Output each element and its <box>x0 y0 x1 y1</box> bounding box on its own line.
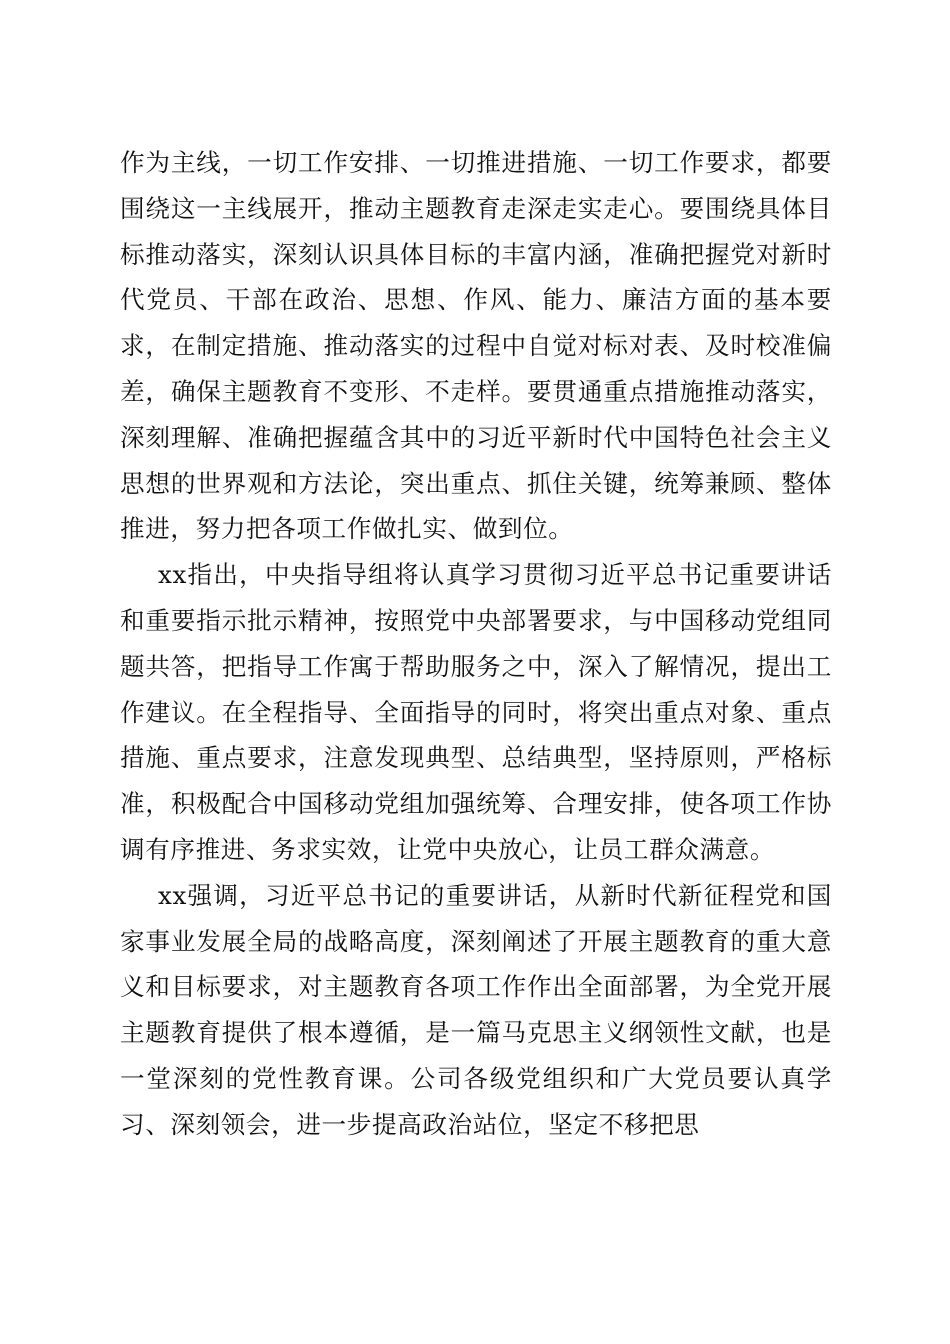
document-body <box>120 140 832 1148</box>
paragraph-continuation: 作为主线，一切工作安排、一切推进措施、一切工作要求，都要围绕这一主线展开，推动主题教育走深走实走心。要围绕具体目标推动落实，深刻认识具体目标的丰富内涵，准确把握党对新时代党员、干部在政治、思想、作风、能力、廉洁方面的基本要求，在制定措施、推动落实的过程中自觉对标对表、及时校准偏差，确保主题教育不变形、不走样。要贯通重点措施推动落实，深刻理解、准确把握蕴含其中的习近平新时代中国特色社会主义思想的世界观和方法论，突出重点、抓住关键，统筹兼顾、整体推进，努力把各项工作做扎实、做到位。 <box>120 148 832 544</box>
paragraph-xx-emphasized: xx强调，习近平总书记的重要讲话，从新时代新征程党和国家事业发展全局的战略高度，深刻阐述了开展主题教育的重大意义和目标要求，对主题教育各项工作作出全面部署，为全党开展主题教育提供了根本遵循，是一篇马克思主义纲领性文献，也是一堂深刻的党性教育课。公司各级党组织和广大党员要认真学习、深刻领会，进一步提高政治站位，坚定不移把思 <box>120 880 832 1139</box>
paragraph-xx-pointed-out: xx指出，中央指导组将认真学习贯彻习近平总书记重要讲话和重要指示批示精神，按照党中央部署要求，与中国移动党组同题共答，把指导工作寓于帮助服务之中，深入了解情况，提出工作建议。在全程指导、全面指导的同时，将突出重点对象、重点措施、重点要求，注意发现典型、总结典型，坚持原则，严格标准，积极配合中国移动党组加强统筹、合理安排，使各项工作协调有序推进、务求实效，让党中央放心，让员工群众满意。 <box>120 560 832 864</box>
